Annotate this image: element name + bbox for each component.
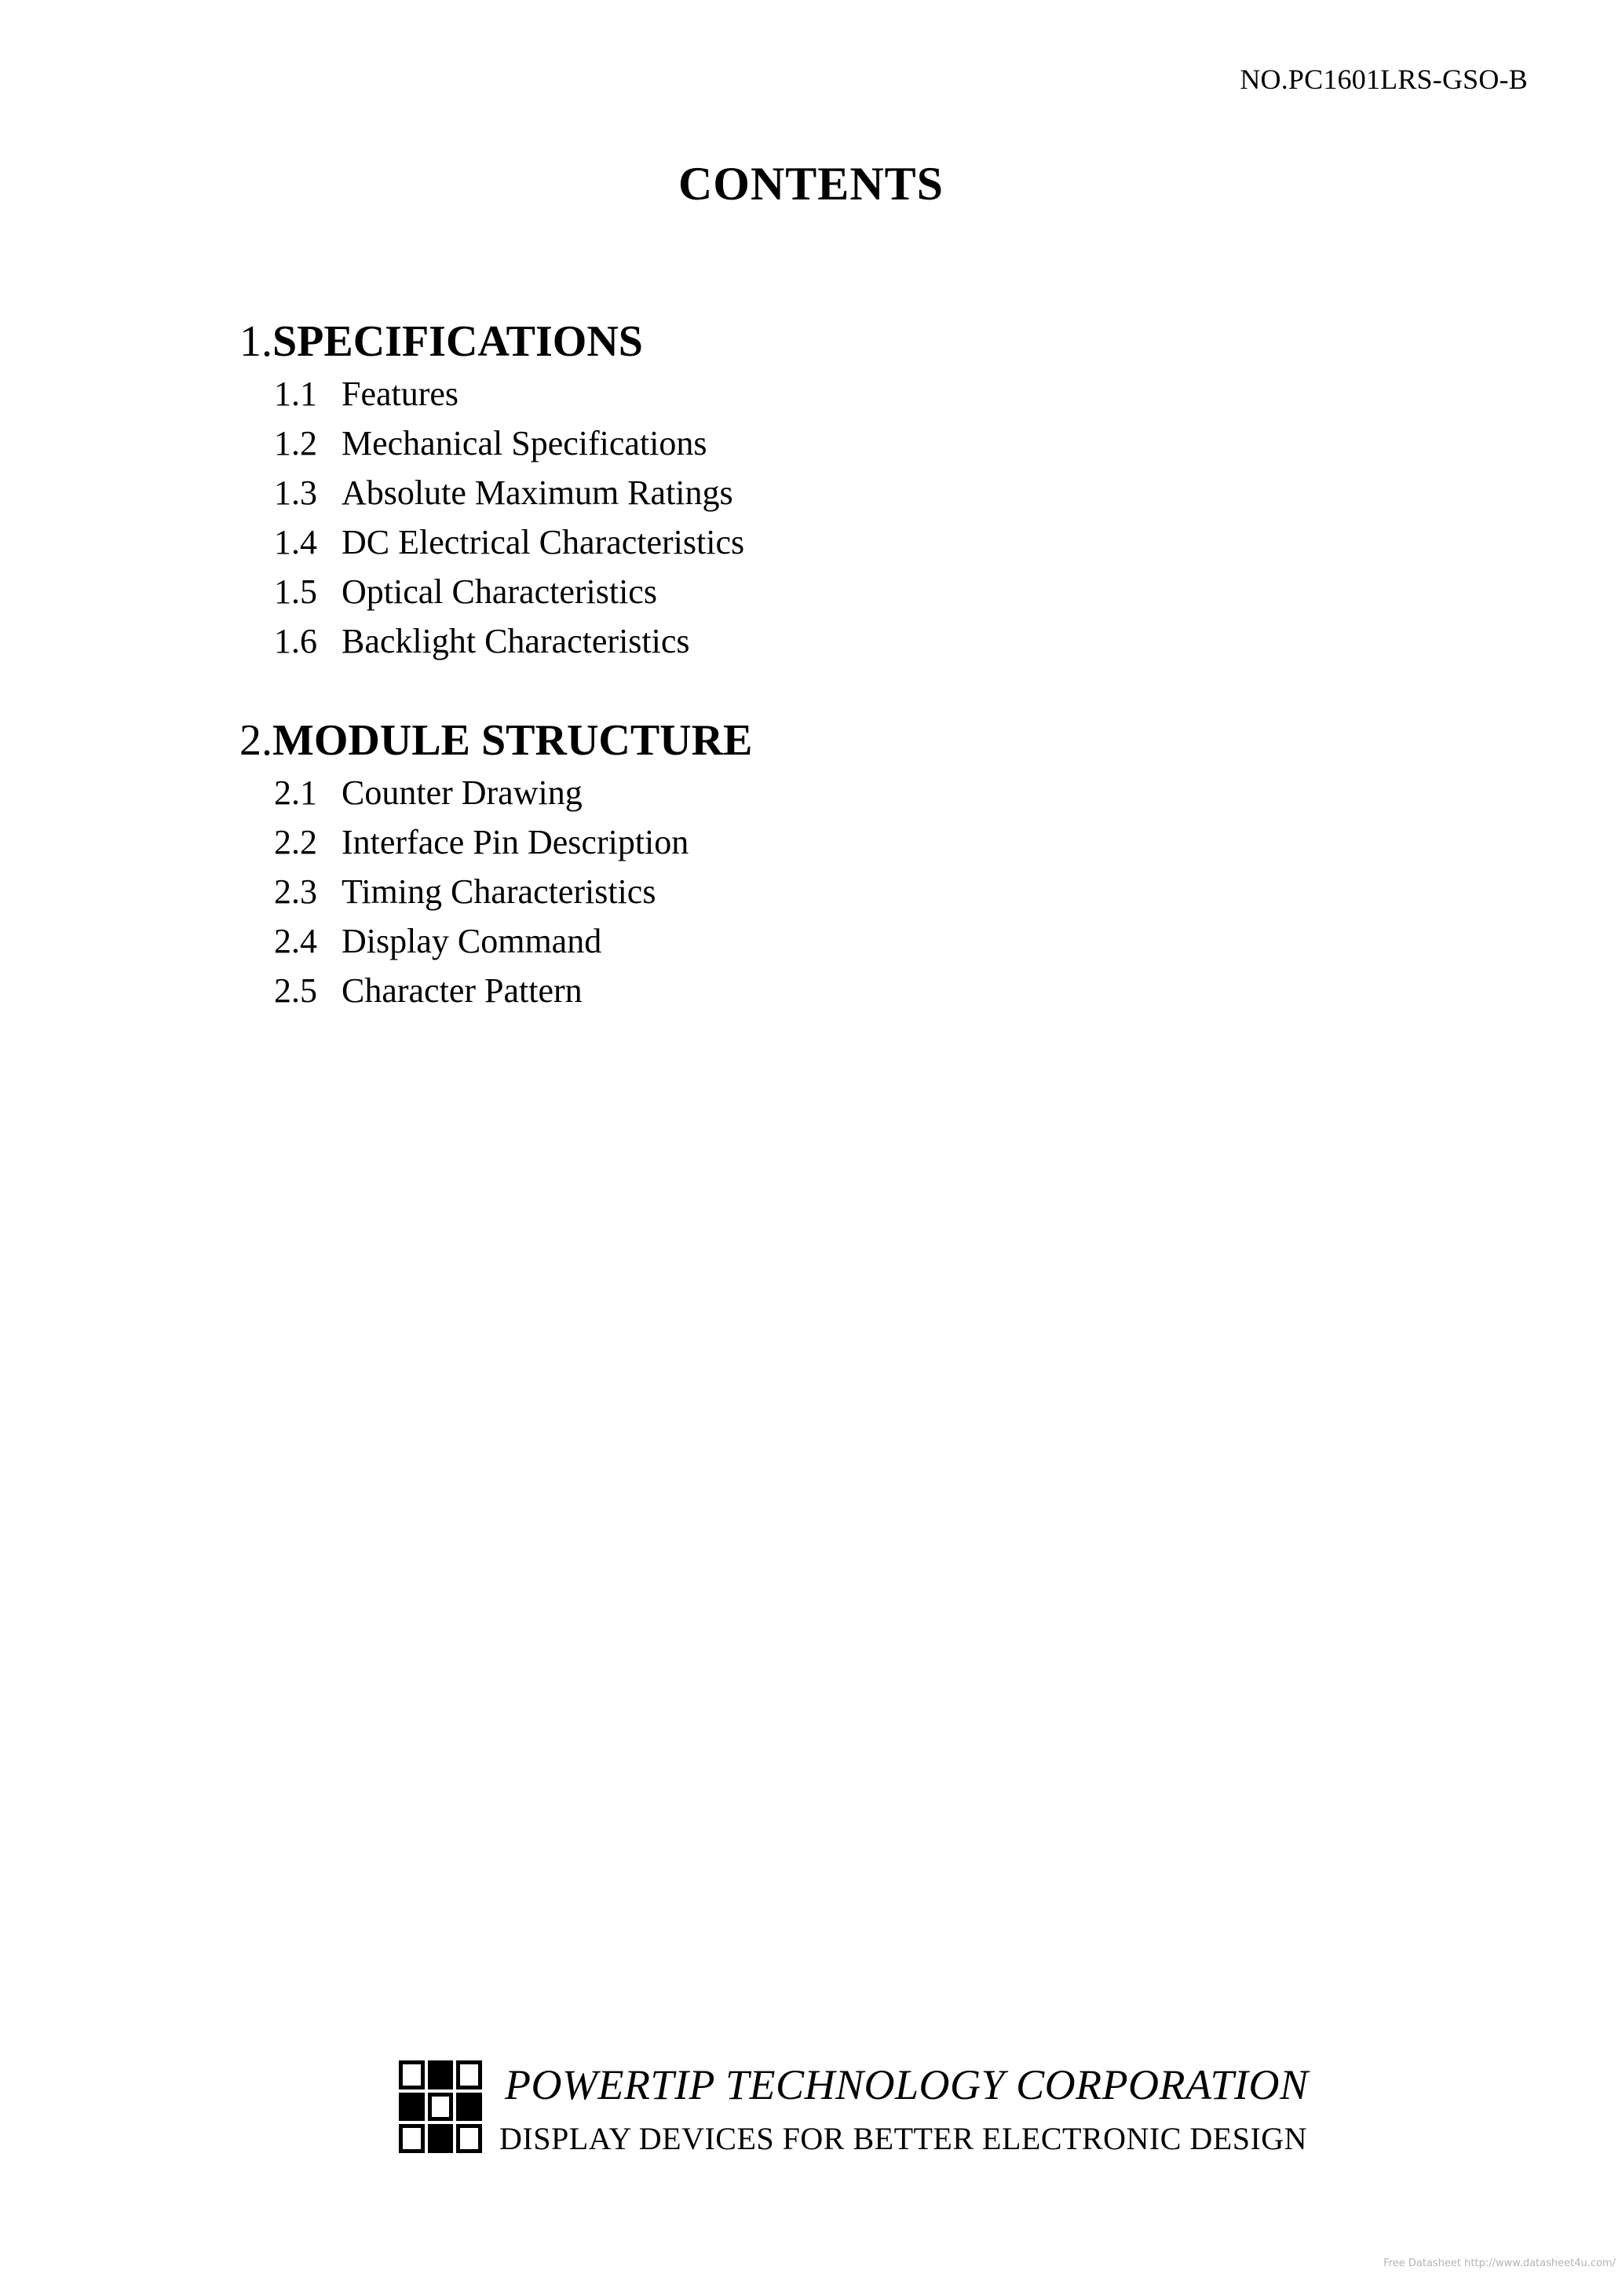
document-number: NO.PC1601LRS-GSO-B [1240, 64, 1528, 95]
page-title: CONTENTS [678, 158, 944, 210]
item-label: Features [342, 375, 459, 413]
item-number: 1.2 [274, 424, 317, 462]
section-title: MODULE STRUCTURE [272, 716, 753, 765]
logo-cell [399, 2124, 425, 2153]
item-number: 2.4 [274, 922, 317, 960]
toc-item-backlight-characteristics[interactable] [274, 616, 744, 666]
logo-cell [456, 2124, 482, 2153]
section-heading [239, 713, 752, 768]
company-name: POWERTIP TECHNOLOGY CORPORATION [505, 2061, 1309, 2108]
item-label: Counter Drawing [342, 773, 583, 812]
item-label: DC Electrical Characteristics [342, 523, 745, 561]
logo-cell [428, 2124, 454, 2153]
logo-cell [399, 2060, 425, 2089]
section-number: 2. [239, 716, 272, 765]
item-label: Mechanical Specifications [342, 424, 707, 462]
item-number: 1.4 [274, 523, 317, 561]
item-number: 2.5 [274, 971, 317, 1010]
logo-cell [456, 2060, 482, 2089]
toc-item-character-pattern[interactable] [274, 966, 752, 1015]
item-label: Backlight Characteristics [342, 622, 690, 660]
toc-item-list [239, 768, 752, 1015]
section-number: 1. [239, 317, 272, 366]
item-number: 2.1 [274, 773, 317, 812]
logo-cell [428, 2093, 454, 2122]
item-label: Character Pattern [342, 971, 583, 1010]
toc-section-specifications [239, 314, 744, 666]
toc-item-optical-characteristics[interactable] [274, 567, 744, 616]
toc-item-absolute-maximum-ratings[interactable] [274, 468, 744, 517]
item-label: Absolute Maximum Ratings [342, 473, 733, 512]
toc-item-timing-characteristics[interactable] [274, 867, 752, 916]
item-number: 1.6 [274, 622, 317, 660]
item-number: 1.1 [274, 375, 317, 413]
toc-item-mechanical-specifications[interactable] [274, 419, 744, 468]
watermark-link[interactable]: Free Datasheet http://www.datasheet4u.com/ [1383, 2258, 1616, 2269]
logo-cell [399, 2093, 425, 2122]
logo-cell [456, 2093, 482, 2122]
item-label: Timing Characteristics [342, 872, 656, 911]
toc-item-dc-electrical-characteristics[interactable] [274, 517, 744, 567]
item-label: Display Command [342, 922, 602, 960]
toc-section-module-structure [239, 713, 752, 1015]
section-title: SPECIFICATIONS [272, 317, 643, 366]
item-label: Optical Characteristics [342, 572, 657, 611]
item-number: 2.3 [274, 872, 317, 911]
company-tagline: DISPLAY DEVICES FOR BETTER ELECTRONIC DESIGN [499, 2121, 1308, 2156]
item-label: Interface Pin Description [342, 823, 689, 861]
toc-item-display-command[interactable] [274, 916, 752, 966]
logo-cell [428, 2060, 454, 2089]
item-number: 1.5 [274, 572, 317, 611]
powertip-grid-logo-icon [399, 2060, 482, 2153]
toc-item-counter-drawing[interactable] [274, 768, 752, 817]
toc-item-list [239, 369, 744, 666]
toc-item-interface-pin-description[interactable] [274, 817, 752, 867]
section-heading [239, 314, 744, 369]
item-number: 2.2 [274, 823, 317, 861]
toc-item-features[interactable] [274, 369, 744, 419]
item-number: 1.3 [274, 473, 317, 512]
